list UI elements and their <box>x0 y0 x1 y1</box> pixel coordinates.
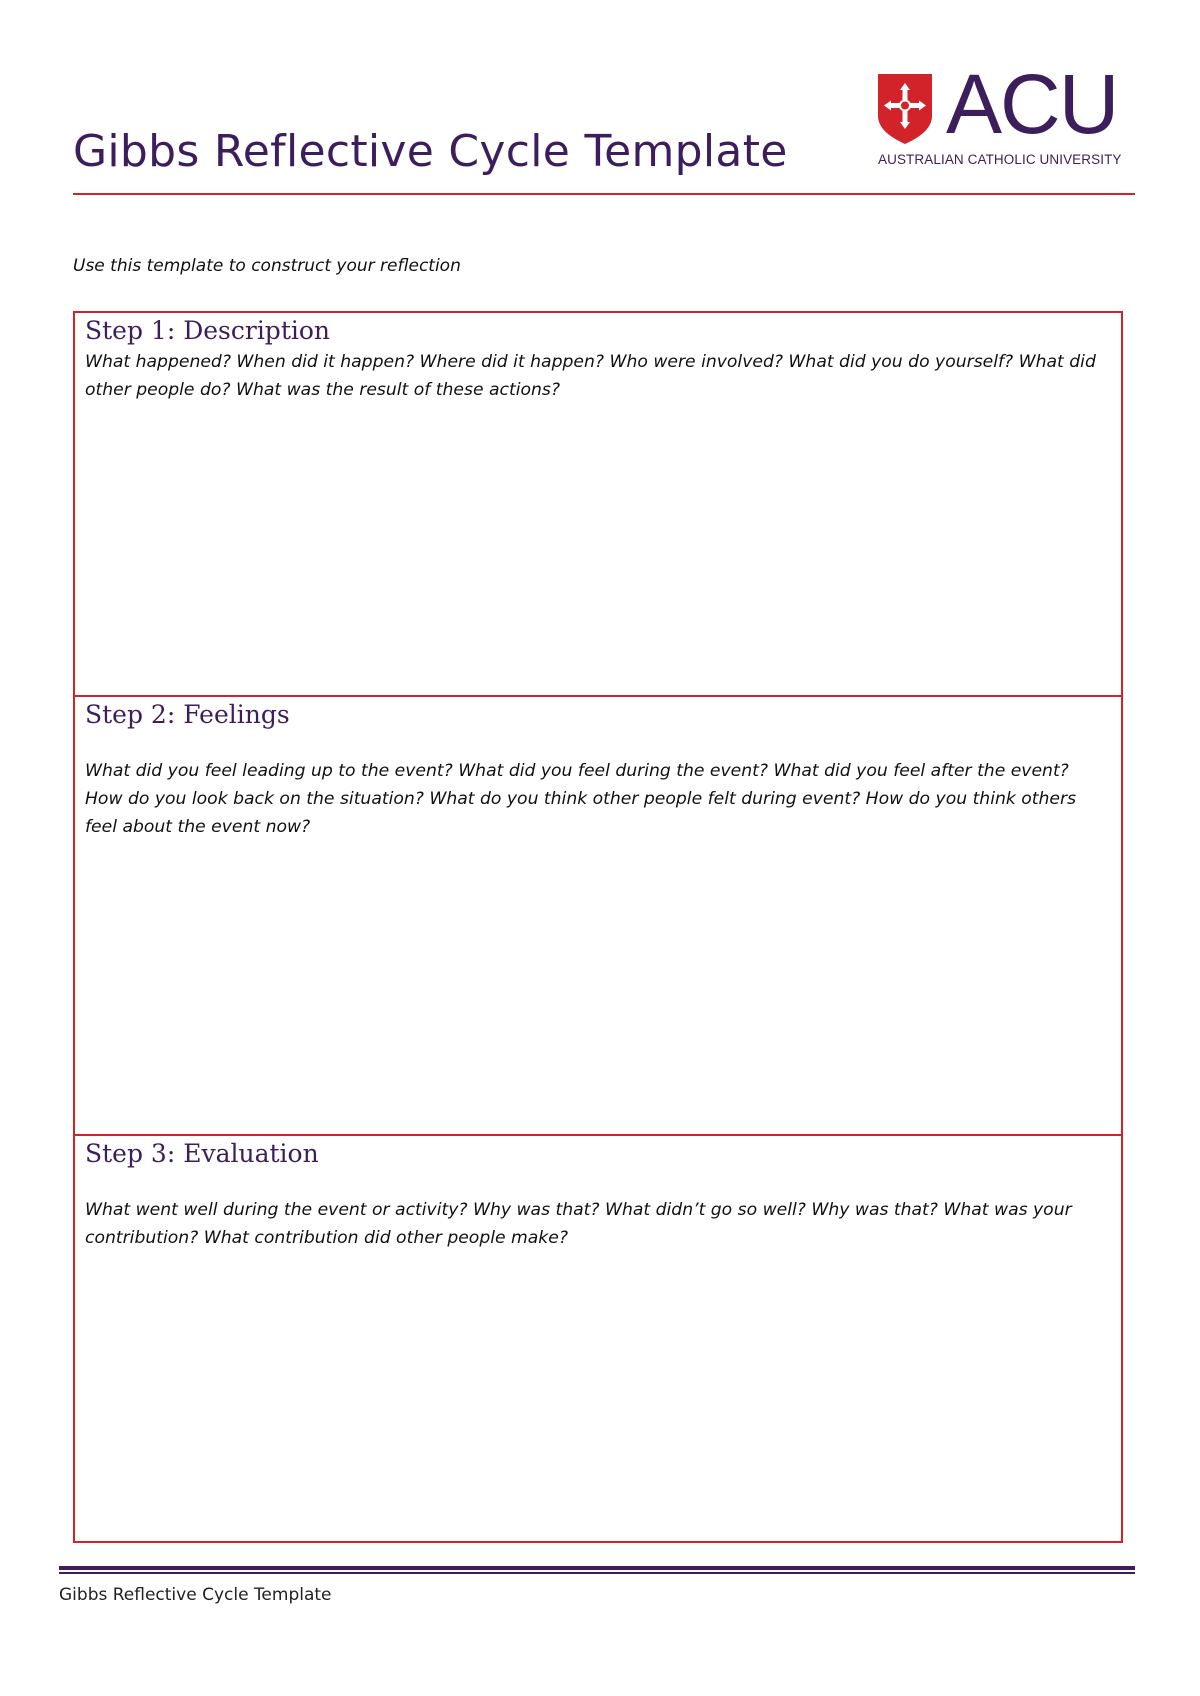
acu-logo <box>878 57 1138 170</box>
page-title: Gibbs Reflective Cycle Template <box>73 126 788 177</box>
logo-subtitle: AUSTRALIAN CATHOLIC UNIVERSITY <box>878 152 1122 167</box>
step-heading: Step 1: Description <box>85 316 331 345</box>
step-feelings-section[interactable] <box>75 695 1121 1134</box>
shield-cross-icon <box>878 74 932 144</box>
step-evaluation-section[interactable] <box>75 1134 1121 1543</box>
logo-wordmark: ACU <box>946 57 1118 151</box>
step-prompt: What happened? When did it happen? Where did it happen? Who were involved? What did you do yourself? What did other people do? What was the result of these actions? <box>85 352 1096 400</box>
step-heading: Step 2: Feelings <box>85 700 290 729</box>
header-divider <box>73 193 1135 195</box>
step-heading: Step 3: Evaluation <box>85 1139 319 1168</box>
step-prompt: What went well during the event or activity? Why was that? What didn’t go so well? Why was that? What was your contribution? What contribution did other people make? <box>85 1200 1072 1248</box>
reflection-table <box>73 311 1123 1543</box>
step-description-section[interactable] <box>75 313 1121 695</box>
footer-text: Gibbs Reflective Cycle Template <box>59 1585 332 1605</box>
step-prompt: What did you feel leading up to the event? What did you feel during the event? What did you feel after the event? How do you look back on the situation? What do you think other people felt during event? How do you think others feel about the event now? <box>85 761 1077 837</box>
footer-divider <box>59 1566 1135 1570</box>
intro-text: Use this template to construct your reflection <box>73 256 461 276</box>
footer-divider-thin <box>59 1572 1135 1574</box>
